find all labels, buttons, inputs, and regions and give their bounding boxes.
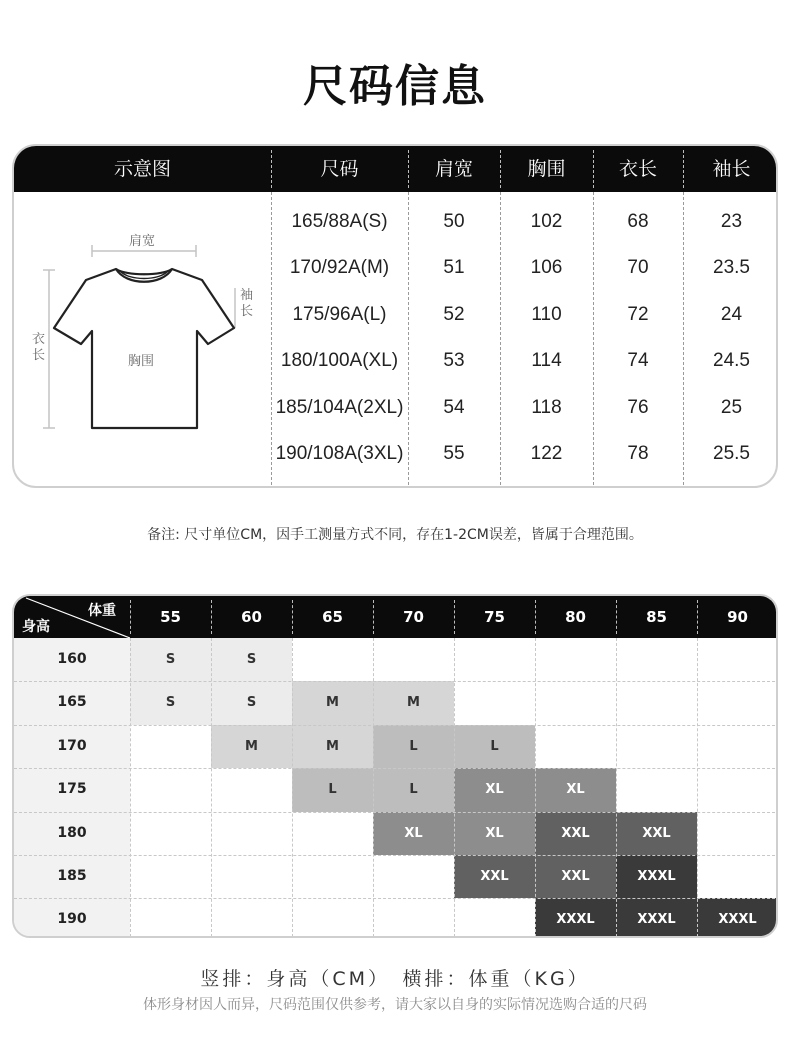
fit-cell-empty bbox=[130, 855, 211, 898]
fit-cell: M bbox=[211, 725, 292, 768]
fit-cell: M bbox=[373, 681, 454, 724]
fit-cell-empty bbox=[616, 725, 697, 768]
fit-cell: XXL bbox=[616, 812, 697, 855]
size-cell-sleeve: 23.5 bbox=[713, 257, 750, 279]
fit-cell-empty bbox=[535, 681, 616, 724]
size-cell-size: 180/100A(XL) bbox=[280, 350, 399, 372]
size-cell-chest: 110 bbox=[531, 303, 562, 325]
size-cell-length: 74 bbox=[627, 350, 649, 372]
fit-cell-empty bbox=[211, 812, 292, 855]
size-cell-length: 72 bbox=[627, 303, 649, 325]
header-divider bbox=[211, 600, 212, 634]
column-divider bbox=[535, 638, 536, 938]
size-cell-length: 70 bbox=[627, 257, 649, 279]
header-diagram: 示意图 bbox=[113, 158, 171, 180]
fit-cell-empty bbox=[454, 681, 535, 724]
size-cell-sleeve: 25.5 bbox=[713, 443, 750, 464]
size-table bbox=[12, 144, 778, 488]
fit-cell-empty bbox=[535, 638, 616, 681]
label-chest: 胸围 bbox=[128, 354, 155, 369]
fit-cell-empty bbox=[697, 768, 778, 811]
fit-cell: S bbox=[130, 638, 211, 681]
size-cell-chest: 106 bbox=[530, 257, 563, 279]
fit-cell-empty bbox=[130, 898, 211, 938]
fit-cell-empty bbox=[373, 898, 454, 938]
size-cell-sleeve: 24.5 bbox=[713, 350, 750, 372]
fit-cell-empty bbox=[535, 725, 616, 768]
weight-header: 85 bbox=[646, 608, 667, 626]
height-row-label: 190 bbox=[14, 898, 130, 938]
size-cell-length: 78 bbox=[627, 443, 649, 464]
column-divider bbox=[697, 638, 698, 938]
fit-cell-empty bbox=[211, 855, 292, 898]
height-row-label: 170 bbox=[14, 725, 130, 768]
header-divider bbox=[373, 600, 374, 634]
garment-diagram bbox=[14, 192, 271, 488]
row-divider bbox=[14, 725, 778, 726]
corner-height-label: 身高 bbox=[22, 619, 50, 635]
size-cell-chest: 122 bbox=[530, 443, 563, 464]
fit-cell: S bbox=[211, 638, 292, 681]
axis-legend: 竖排：身高（CM） 横排：体重（KG） bbox=[200, 968, 590, 990]
header-divider bbox=[697, 600, 698, 634]
fit-cell-empty bbox=[130, 725, 211, 768]
size-cell-size: 190/108A(3XL) bbox=[275, 443, 404, 464]
header-chest: 胸围 bbox=[527, 158, 566, 180]
fit-cell: XXL bbox=[535, 812, 616, 855]
weight-header: 60 bbox=[241, 608, 262, 626]
weight-header: 75 bbox=[484, 608, 505, 626]
header-divider bbox=[683, 150, 684, 188]
row-divider bbox=[14, 681, 778, 682]
header-divider bbox=[500, 150, 501, 188]
weight-header: 65 bbox=[322, 608, 343, 626]
size-cell-length: 76 bbox=[627, 396, 649, 418]
weight-header: 55 bbox=[160, 608, 181, 626]
header-divider bbox=[408, 150, 409, 188]
fit-cell-empty bbox=[454, 638, 535, 681]
row-divider bbox=[14, 812, 778, 813]
header-divider bbox=[271, 150, 272, 188]
size-cell-shoulder: 55 bbox=[443, 443, 465, 464]
fit-cell-empty bbox=[373, 855, 454, 898]
fit-cell-empty bbox=[697, 812, 778, 855]
fit-cell: M bbox=[292, 681, 373, 724]
fit-cell: XXXL bbox=[616, 898, 697, 938]
size-cell-shoulder: 51 bbox=[443, 257, 465, 279]
size-cell-chest: 114 bbox=[531, 350, 562, 372]
fit-cell: S bbox=[211, 681, 292, 724]
size-cell-chest: 118 bbox=[531, 396, 562, 418]
row-divider bbox=[14, 768, 778, 769]
size-cell-size: 175/96A(L) bbox=[292, 303, 387, 325]
fit-cell-empty bbox=[697, 638, 778, 681]
label-shoulder: 肩宽 bbox=[129, 234, 156, 249]
fit-cell-empty bbox=[697, 725, 778, 768]
column-divider bbox=[130, 638, 131, 938]
height-row-label: 180 bbox=[14, 812, 130, 855]
fit-cell: L bbox=[454, 725, 535, 768]
fit-cell-empty bbox=[697, 681, 778, 724]
size-cell-size: 185/104A(2XL) bbox=[275, 396, 404, 418]
column-divider bbox=[292, 638, 293, 938]
header-divider bbox=[454, 600, 455, 634]
fit-cell: XXXL bbox=[535, 898, 616, 938]
corner-diagonal bbox=[14, 596, 130, 638]
size-cell-length: 68 bbox=[627, 211, 649, 232]
fit-disclaimer: 体形身材因人而异，尺码范围仅供参考，请大家以自身的实际情况选购合适的尺码 bbox=[143, 997, 647, 1013]
fit-cell-empty bbox=[373, 638, 454, 681]
weight-header: 90 bbox=[727, 608, 748, 626]
fit-cell-empty bbox=[616, 768, 697, 811]
height-row-label: 185 bbox=[14, 855, 130, 898]
fit-chart-header bbox=[14, 596, 778, 638]
measurement-note: 备注: 尺寸单位CM，因手工测量方式不同，存在1-2CM误差，皆属于合理范围。 bbox=[147, 527, 643, 543]
fit-cell-empty bbox=[616, 638, 697, 681]
fit-cell: L bbox=[373, 725, 454, 768]
row-divider bbox=[14, 855, 778, 856]
fit-cell: XL bbox=[454, 812, 535, 855]
size-cell-chest: 102 bbox=[530, 211, 563, 232]
column-divider bbox=[454, 638, 455, 938]
header-length: 衣长 bbox=[618, 158, 657, 180]
weight-header: 80 bbox=[565, 608, 586, 626]
fit-cell: M bbox=[292, 725, 373, 768]
size-cell-size: 170/92A(M) bbox=[289, 257, 390, 279]
fit-cell: XXL bbox=[454, 855, 535, 898]
header-sleeve: 袖长 bbox=[712, 158, 751, 180]
size-cell-size: 165/88A(S) bbox=[291, 211, 388, 232]
header-divider bbox=[130, 600, 131, 634]
fit-cell-empty bbox=[292, 855, 373, 898]
label-length: 衣长 bbox=[32, 332, 46, 363]
page-title: 尺码信息 bbox=[303, 61, 487, 112]
fit-cell-empty bbox=[211, 898, 292, 938]
fit-cell-empty bbox=[616, 681, 697, 724]
fit-cell: S bbox=[130, 681, 211, 724]
weight-header: 70 bbox=[403, 608, 424, 626]
fit-cell-empty bbox=[292, 812, 373, 855]
row-divider bbox=[14, 898, 778, 899]
fit-cell: L bbox=[292, 768, 373, 811]
fit-cell-empty bbox=[454, 898, 535, 938]
fit-cell: XL bbox=[535, 768, 616, 811]
fit-cell: XL bbox=[454, 768, 535, 811]
size-cell-shoulder: 50 bbox=[443, 211, 465, 232]
header-divider bbox=[535, 600, 536, 634]
fit-chart bbox=[12, 594, 778, 938]
fit-cell-empty bbox=[292, 638, 373, 681]
header-size: 尺码 bbox=[320, 158, 359, 180]
size-cell-sleeve: 23 bbox=[720, 211, 743, 232]
header-divider bbox=[593, 150, 594, 188]
height-row-label: 165 bbox=[14, 681, 130, 724]
size-cell-sleeve: 24 bbox=[720, 303, 743, 325]
fit-cell: L bbox=[373, 768, 454, 811]
column-divider bbox=[373, 638, 374, 938]
size-cell-shoulder: 54 bbox=[443, 396, 465, 418]
height-row-label: 175 bbox=[14, 768, 130, 811]
size-cell-shoulder: 52 bbox=[443, 303, 465, 325]
size-cell-sleeve: 25 bbox=[720, 396, 743, 418]
corner-weight-label: 体重 bbox=[88, 603, 116, 619]
height-row-label: 160 bbox=[14, 638, 130, 681]
fit-cell: XXL bbox=[535, 855, 616, 898]
fit-cell: XXXL bbox=[616, 855, 697, 898]
column-divider bbox=[616, 638, 617, 938]
size-table-header bbox=[14, 146, 778, 192]
fit-cell: XL bbox=[373, 812, 454, 855]
column-divider bbox=[211, 638, 212, 938]
fit-cell-empty bbox=[292, 898, 373, 938]
fit-cell-empty bbox=[130, 812, 211, 855]
label-sleeve: 袖长 bbox=[240, 288, 254, 319]
size-cell-shoulder: 53 bbox=[443, 350, 465, 372]
fit-cell-empty bbox=[130, 768, 211, 811]
header-divider bbox=[616, 600, 617, 634]
header-divider bbox=[292, 600, 293, 634]
fit-cell-empty bbox=[697, 855, 778, 898]
fit-cell: XXXL bbox=[697, 898, 778, 938]
header-shoulder: 肩宽 bbox=[434, 158, 473, 180]
fit-cell-empty bbox=[211, 768, 292, 811]
